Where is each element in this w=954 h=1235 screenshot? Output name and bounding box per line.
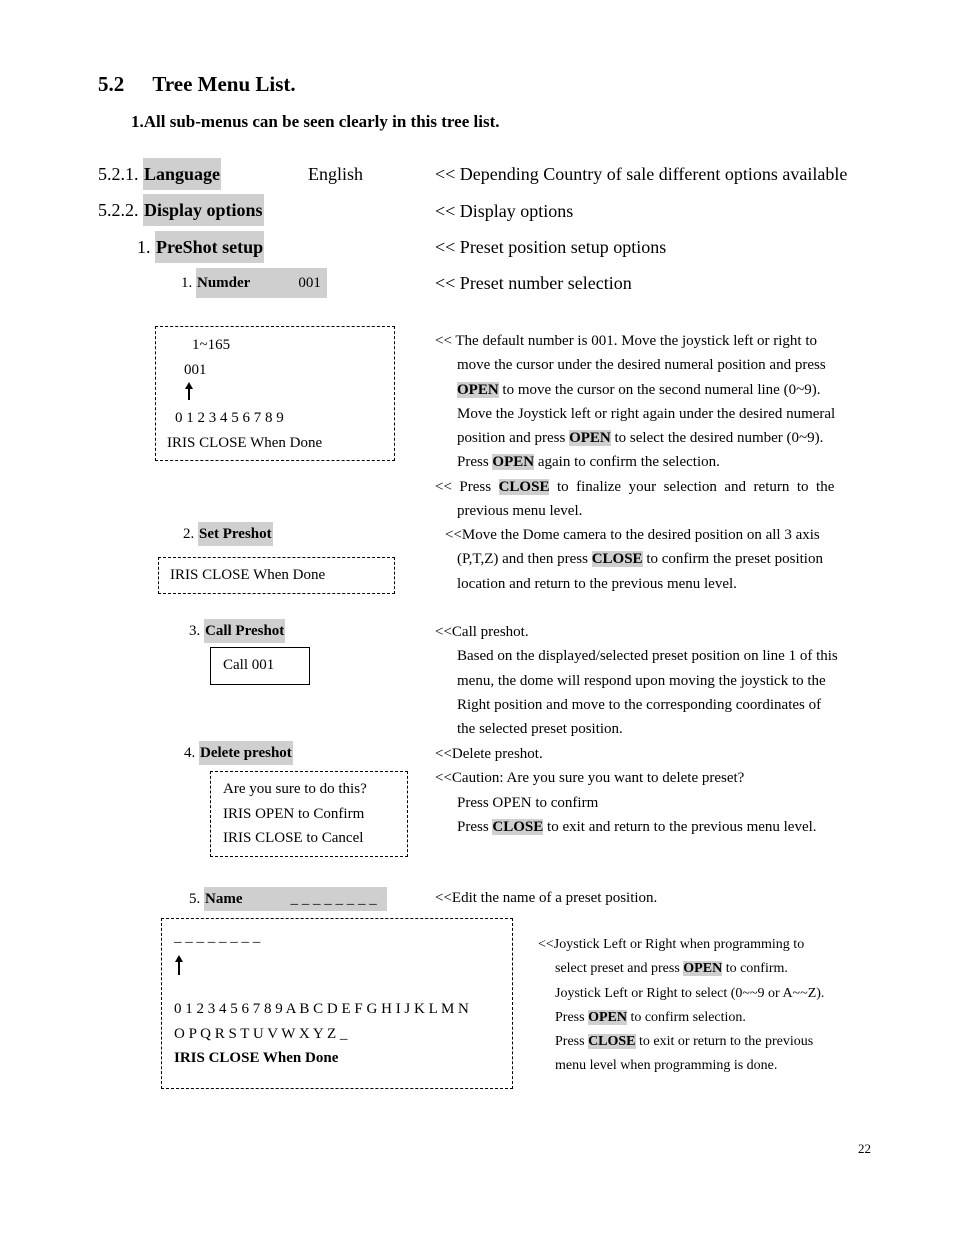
close-key: CLOSE: [498, 478, 550, 495]
desc-delete-line2: <<Caution: Are you sure you want to delete preset?: [435, 770, 745, 787]
open-key: OPEN: [588, 1009, 627, 1025]
desc-call-line1: <<Call preshot.: [435, 624, 529, 640]
name-label: [204, 887, 387, 911]
set-preshot-num: 2.: [183, 526, 195, 542]
name-chars-line2: O P Q R S T U V W X Y Z _: [174, 1026, 348, 1042]
desc-set-line1: <<Move the Dome camera to the desired position on all 3 axis: [445, 527, 820, 543]
name-chars-line1: 0 1 2 3 4 5 6 7 8 9 A B C D E F G H I J K L M N: [174, 1001, 469, 1017]
desc-call-line4: Right position and move to the corresponding coordinates of: [457, 696, 822, 713]
close-key: CLOSE: [588, 1034, 636, 1050]
number-digits: 0 1 2 3 4 5 6 7 8 9: [175, 410, 284, 426]
desc-set-line3: location and return to the previous menu level.: [457, 575, 737, 592]
numder-row: [181, 268, 327, 298]
desc-call-line3: menu, the dome will respond upon moving the joystick to the: [457, 672, 826, 689]
preshot-label: PreShot setup: [155, 231, 264, 263]
language-label: Language: [143, 158, 221, 190]
desc-call-line5: the selected preset position.: [457, 721, 623, 738]
desc-number-line4: Move the Joystick left or right again under the desired numeral: [457, 405, 836, 422]
call-preshot-row: [189, 619, 285, 643]
name-done: IRIS CLOSE When Done: [174, 1050, 339, 1066]
open-key: OPEN: [492, 454, 535, 471]
cursor-arrow-icon: [185, 382, 193, 400]
numder-note: << Preset number selection: [435, 273, 632, 293]
delete-box-line3: IRIS CLOSE to Cancel: [223, 830, 364, 846]
desc-number-line3-rest: to move the cursor on the second numeral line (0~9).: [498, 381, 821, 398]
delete-preshot-num: 4.: [184, 745, 196, 761]
display-num: 5.2.2.: [98, 200, 139, 220]
desc-delete-line1: <<Delete preshot.: [435, 746, 543, 762]
page-number: 22: [858, 1141, 871, 1156]
desc-number-line6: [435, 450, 872, 474]
close-key: CLOSE: [591, 551, 643, 568]
set-preshot-box: [158, 557, 395, 594]
desc-name-line5: [538, 1030, 878, 1054]
name-blank: _ _ _ _ _ _ _ _: [174, 929, 261, 945]
display-note: << Display options: [435, 201, 574, 221]
language-row: [98, 158, 221, 190]
desc-name-line2-pre: select preset and press: [555, 961, 684, 977]
open-key: OPEN: [683, 961, 723, 977]
display-label: Display options: [143, 194, 264, 226]
desc-number-line7-rest: to finalize your selection and return to the: [549, 478, 835, 495]
desc-name-line3: Joystick Left or Right to select (0~~9 or A~~Z).: [555, 985, 825, 1001]
name-label-text: Name: [205, 891, 243, 907]
delete-box-line2: IRIS OPEN to Confirm: [223, 806, 365, 822]
desc-delete-line4-pre: Press: [457, 818, 493, 835]
desc-delete-line3: Press OPEN to confirm: [457, 794, 599, 811]
number-description: [435, 329, 872, 523]
name-note: <<Edit the name of a preset position.: [435, 890, 658, 906]
delete-preshot-label: Delete preshot: [199, 741, 293, 765]
set-preshot-label: Set Preshot: [198, 522, 273, 546]
desc-delete-line4: [435, 815, 872, 839]
desc-set-line2-rest: to confirm the preset position: [642, 551, 823, 568]
desc-number-line5-pre: position and press: [457, 430, 570, 447]
desc-name-line2: [538, 957, 878, 981]
numder-label: [196, 268, 327, 298]
numder-label-text: Numder: [197, 275, 251, 291]
desc-number-line8: previous menu level.: [457, 503, 583, 520]
call-preshot-box-text: Call 001: [223, 657, 275, 673]
desc-number-line6-rest: again to confirm the selection.: [534, 454, 720, 471]
desc-number-line1: << The default number is 001. Move the joystick left or right to: [435, 333, 817, 349]
name-row: [189, 887, 387, 911]
preshot-row: [137, 231, 264, 263]
preshot-num: 1.: [137, 237, 151, 257]
name-description: [538, 933, 878, 1073]
intro-text: 1.All sub-menus can be seen clearly in this tree list.: [131, 112, 500, 131]
section-number: 5.2: [98, 72, 125, 96]
section-heading: [98, 72, 296, 97]
name-num: 5.: [189, 891, 201, 907]
number-done: IRIS CLOSE When Done: [167, 435, 323, 451]
set-preshot-box-text: IRIS CLOSE When Done: [170, 567, 326, 583]
desc-delete-line4-rest: to exit and return to the previous menu level.: [543, 818, 817, 835]
set-preshot-description: [445, 523, 872, 596]
desc-name-line5-rest: to exit or return to the previous: [635, 1034, 814, 1050]
desc-name-line1: <<Joystick Left or Right when programming to: [538, 937, 805, 952]
desc-set-line2: [445, 547, 872, 571]
name-value: _ _ _ _ _ _ _ _: [290, 891, 377, 907]
name-edit-box: [161, 918, 513, 1089]
desc-number-line2: move the cursor under the desired numeral position and press: [457, 357, 826, 374]
language-num: 5.2.1.: [98, 164, 139, 184]
close-key: CLOSE: [492, 818, 544, 835]
open-key: OPEN: [457, 381, 499, 398]
delete-preshot-description: [435, 742, 872, 839]
desc-number-line6-pre: Press: [457, 454, 493, 471]
call-preshot-num: 3.: [189, 623, 201, 639]
set-preshot-row: [183, 522, 273, 546]
call-preshot-label: Call Preshot: [204, 619, 285, 643]
desc-number-line7: [435, 475, 872, 499]
display-row: [98, 194, 264, 226]
desc-name-line4-pre: Press: [555, 1009, 589, 1025]
call-preshot-box: [210, 647, 310, 685]
desc-number-line3: [435, 378, 872, 402]
preshot-note: << Preset position setup options: [435, 237, 667, 257]
desc-number-line7-pre: << Press: [435, 478, 499, 495]
desc-name-line6: menu level when programming is done.: [555, 1058, 778, 1073]
desc-name-line4-rest: to confirm selection.: [626, 1009, 746, 1025]
desc-call-line2: Based on the displayed/selected preset position on line 1 of this: [457, 648, 838, 665]
cursor-arrow-icon: [175, 955, 183, 975]
numder-value: 001: [298, 275, 321, 291]
section-title: Tree Menu List.: [152, 72, 296, 96]
desc-number-line5-rest: to select the desired number (0~9).: [610, 430, 824, 447]
language-note: << Depending Country of sale different options available: [435, 164, 848, 184]
number-value: 001: [184, 362, 207, 378]
number-select-box: [155, 326, 395, 461]
delete-preshot-row: [184, 741, 293, 765]
desc-number-line5: [435, 426, 872, 450]
language-value: English: [308, 164, 364, 184]
desc-name-line4: [538, 1006, 878, 1030]
numder-num: 1.: [181, 275, 193, 291]
desc-set-line2-pre: (P,T,Z) and then press: [457, 551, 592, 568]
number-range: 1~165: [192, 337, 231, 353]
open-key: OPEN: [569, 430, 611, 447]
desc-name-line5-pre: Press: [555, 1034, 589, 1050]
call-preshot-description: [435, 620, 872, 741]
delete-preshot-box: [210, 771, 408, 857]
desc-name-line2-rest: to confirm.: [722, 961, 788, 977]
delete-box-line1: Are you sure to do this?: [223, 781, 367, 797]
